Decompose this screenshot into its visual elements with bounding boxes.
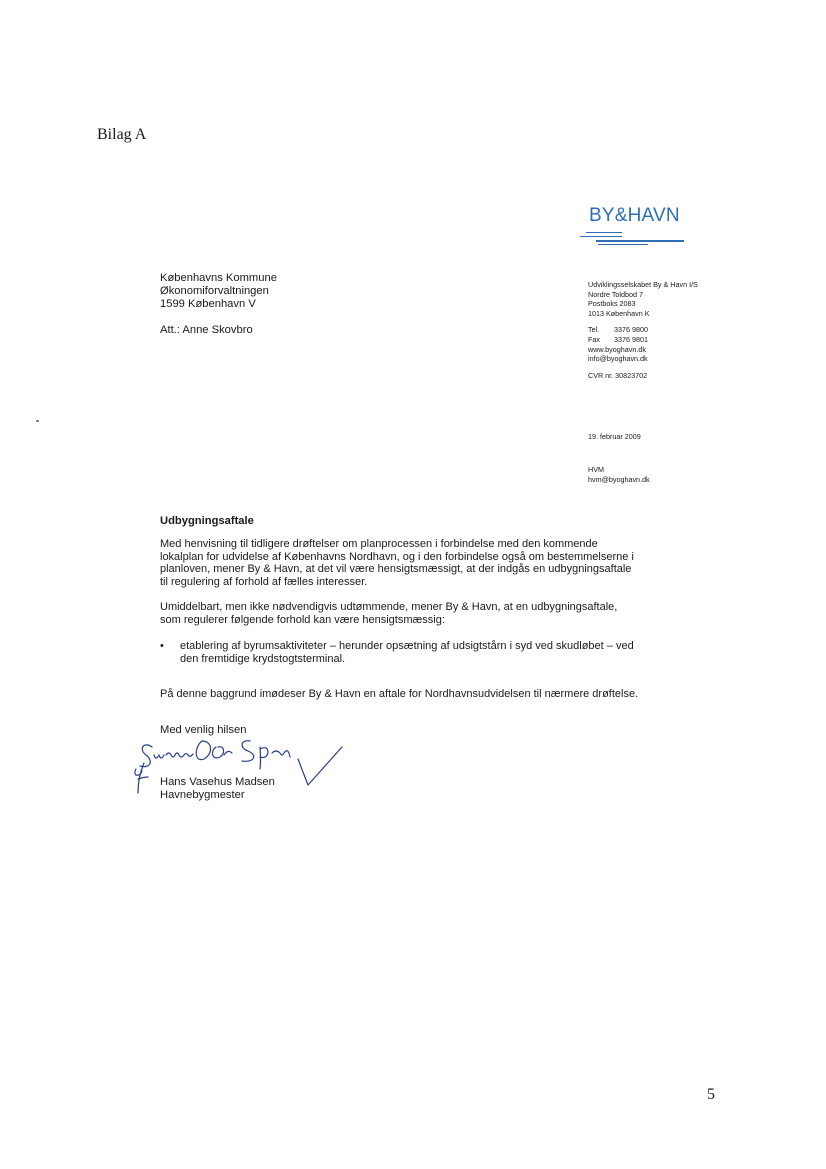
sender-line: Postboks 2083 bbox=[588, 299, 636, 309]
fax-label: Fax bbox=[588, 334, 600, 344]
phone-label: Tel. bbox=[588, 325, 600, 335]
appendix-label: Bilag A bbox=[97, 126, 147, 143]
letter-subject: Udbygningsaftale bbox=[160, 515, 254, 527]
sender-block bbox=[588, 280, 698, 380]
logo-line bbox=[598, 244, 648, 245]
logo-line bbox=[580, 236, 622, 237]
body-paragraph-3: På denne baggrund imødeser By & Havn en aftale for Nordhavnsudvidelsen til nærmere drøftelse. bbox=[160, 688, 639, 700]
sender-address bbox=[588, 280, 698, 318]
fax-number: 3376 9801 bbox=[614, 334, 648, 344]
signer-name: Hans Vasehus Madsen bbox=[160, 776, 275, 788]
body-paragraph-2: Umiddelbart, men ikke nødvendigvis udtømmende, mener By & Havn, at en udbygningsaftale, som regulerer følgende forhold kan være hensigtsmæssig: bbox=[160, 601, 618, 626]
recipient-address bbox=[160, 272, 277, 311]
phone-number: 3376 9800 bbox=[614, 325, 648, 335]
reference-block bbox=[588, 465, 650, 484]
scan-speck bbox=[36, 420, 39, 422]
page-number: 5 bbox=[707, 1086, 715, 1103]
cvr-number: CVR nr. 30823702 bbox=[588, 370, 648, 380]
logo-text: BY&HAVN bbox=[589, 205, 680, 226]
logo-line bbox=[596, 240, 684, 242]
sender-line: Udviklingsselskabet By & Havn I/S bbox=[588, 280, 698, 289]
fax-row bbox=[588, 335, 698, 345]
letter-date: 19. februar 2009 bbox=[588, 432, 641, 441]
website-link[interactable]: www.byoghavn.dk bbox=[588, 344, 646, 354]
signer-title: Havnebygmester bbox=[160, 789, 245, 801]
recipient-line: 1599 København V bbox=[160, 298, 256, 310]
recipient-line: Københavns Kommune bbox=[160, 272, 277, 284]
body-paragraph-1: Med henvisning til tidligere drøftelser om planprocessen i forbindelse med den kommende lokalplan for udvidelse af Københavns Nordhavn, og i den forbindelse også om bestemmelserne i planloven, mener By & Havn, at det vil være hensigtsmæssigt, at der indgås en udbygningsaftale til regulering af forhold af fælles interesser. bbox=[160, 538, 634, 588]
initials-email[interactable]: hvm@byoghavn.dk bbox=[588, 474, 650, 484]
bullet-text: etablering af byrumsaktiviteter – herunder opsætning af udsigtstårn i syd ved skudløbet – ved den fremtidige krydstogtsterminal. bbox=[180, 640, 634, 665]
signer-block bbox=[160, 776, 275, 802]
recipient-line: Økonomiforvaltningen bbox=[160, 285, 269, 297]
attention-line: Att.: Anne Skovbro bbox=[160, 324, 253, 336]
bullet-marker: • bbox=[160, 640, 164, 652]
closing-greeting: Med venlig hilsen bbox=[160, 724, 247, 736]
by-havn-logo bbox=[586, 205, 686, 249]
sender-contact bbox=[588, 325, 698, 363]
sender-line: 1013 København K bbox=[588, 308, 650, 318]
sender-line: Nordre Toldbod 7 bbox=[588, 289, 644, 299]
phone-row bbox=[588, 325, 698, 335]
logo-line bbox=[586, 232, 622, 233]
initials-code: HVM bbox=[588, 465, 604, 474]
email-link[interactable]: info@byoghavn.dk bbox=[588, 354, 648, 364]
